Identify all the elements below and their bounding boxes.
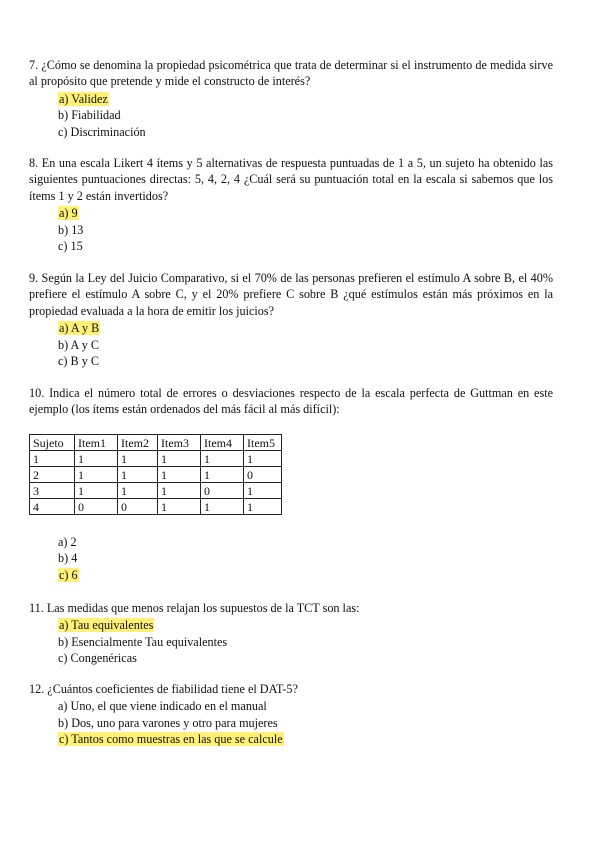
answer-highlight: a) Tau equivalentes [59, 618, 154, 633]
option-b: b) A y C [58, 337, 99, 352]
option-b: b) Fiabilidad [58, 108, 121, 123]
answer-highlight: a) Validez [59, 91, 108, 106]
table-cell: 1 [118, 482, 158, 498]
option-b: b) Dos, uno para varones y otro para mujeres [58, 715, 278, 730]
question-7 [29, 57, 553, 140]
table-cell: 1 [75, 450, 118, 466]
question-9 [29, 270, 553, 369]
table-cell: 0 [118, 498, 158, 514]
table-row [30, 498, 282, 514]
option-a [58, 617, 553, 633]
table-cell: 1 [30, 450, 75, 466]
question-12 [29, 681, 553, 748]
table-header: Sujeto [30, 434, 75, 450]
table-cell: 1 [201, 498, 244, 514]
option-a [58, 320, 553, 336]
option-c: c) B y C [58, 354, 99, 368]
question-text: 8. En una escala Likert 4 ítems y 5 alternativas de respuesta puntuadas de 1 a 5, un sujeto ha obtenido las siguientes puntuaciones directas: 5, 4, 2, 4 ¿Cuál será su puntuación total en la escala si sabemos que los ítems 1 y 2 están invertidos? [29, 156, 553, 203]
table-cell: 0 [75, 498, 118, 514]
table-header: Item3 [158, 434, 201, 450]
table-cell: 1 [244, 498, 282, 514]
question-text: 11. Las medidas que menos relajan los supuestos de la TCT son las: [29, 601, 360, 615]
option-list [58, 91, 553, 140]
table-cell: 0 [244, 466, 282, 482]
option-c: c) Discriminación [58, 124, 146, 139]
option-c: c) 15 [58, 239, 83, 253]
table-cell: 4 [30, 498, 75, 514]
table-cell: 3 [30, 482, 75, 498]
table-cell: 0 [201, 482, 244, 498]
table-cell: 1 [75, 466, 118, 482]
question-text: 9. Según la Ley del Juicio Comparativo, si el 70% de las personas prefieren el estímulo A sobre B, el 40% prefiere el estímulo A sobre C, y el 20% prefiere C sobre B ¿qué estímulos están más próximos en la propiedad evaluada a la hora de emitir los juicios? [29, 271, 553, 318]
table-header: Item5 [244, 434, 282, 450]
answer-highlight: a) A y B [59, 321, 100, 336]
answer-highlight: c) 6 [59, 567, 78, 582]
table-row [30, 482, 282, 498]
option-a [58, 91, 553, 107]
option-a: a) 2 [58, 534, 77, 549]
answer-highlight: a) 9 [59, 206, 78, 221]
table-header-row [30, 434, 282, 450]
option-list [58, 698, 553, 747]
question-10 [29, 385, 553, 583]
table-cell: 1 [201, 466, 244, 482]
option-c [58, 567, 553, 583]
question-text: 7. ¿Cómo se denomina la propiedad psicométrica que trata de determinar si el instrumento de medida sirve al propósito que pretende y mide el constructo de interés? [29, 58, 553, 89]
question-text: 12. ¿Cuántos coeficientes de fiabilidad tiene el DAT-5? [29, 682, 298, 696]
table-cell: 1 [75, 482, 118, 498]
answer-highlight: c) Tantos como muestras en las que se calcule [59, 732, 283, 747]
question-8 [29, 155, 553, 254]
option-list [58, 205, 553, 254]
table-cell: 1 [158, 466, 201, 482]
table-header: Item2 [118, 434, 158, 450]
option-list [58, 320, 553, 369]
table-cell: 1 [118, 450, 158, 466]
table-cell: 1 [244, 450, 282, 466]
option-b: b) Esencialmente Tau equivalentes [58, 634, 228, 649]
table-cell: 1 [158, 450, 201, 466]
question-text: 10. Indica el número total de errores o desviaciones respecto de la escala perfecta de Guttman en este ejemplo (los ítems están ordenados del más fácil al más difícil): [29, 386, 553, 417]
table-cell: 1 [244, 482, 282, 498]
table-row [30, 466, 282, 482]
table-row [30, 450, 282, 466]
question-11 [29, 600, 553, 667]
table-header: Item4 [201, 434, 244, 450]
option-c: c) Congenéricas [58, 651, 137, 666]
option-b: b) 13 [58, 222, 84, 237]
table-header: Item1 [75, 434, 118, 450]
option-c [58, 731, 553, 747]
guttman-table [29, 434, 282, 515]
table-cell: 1 [201, 450, 244, 466]
option-a [58, 205, 553, 221]
table-cell: 1 [158, 482, 201, 498]
option-a: a) Uno, el que viene indicado en el manual [58, 699, 267, 714]
option-b: b) 4 [58, 551, 78, 566]
option-list [58, 617, 553, 666]
option-list [58, 534, 553, 583]
table-cell: 1 [158, 498, 201, 514]
table-cell: 2 [30, 466, 75, 482]
table-cell: 1 [118, 466, 158, 482]
